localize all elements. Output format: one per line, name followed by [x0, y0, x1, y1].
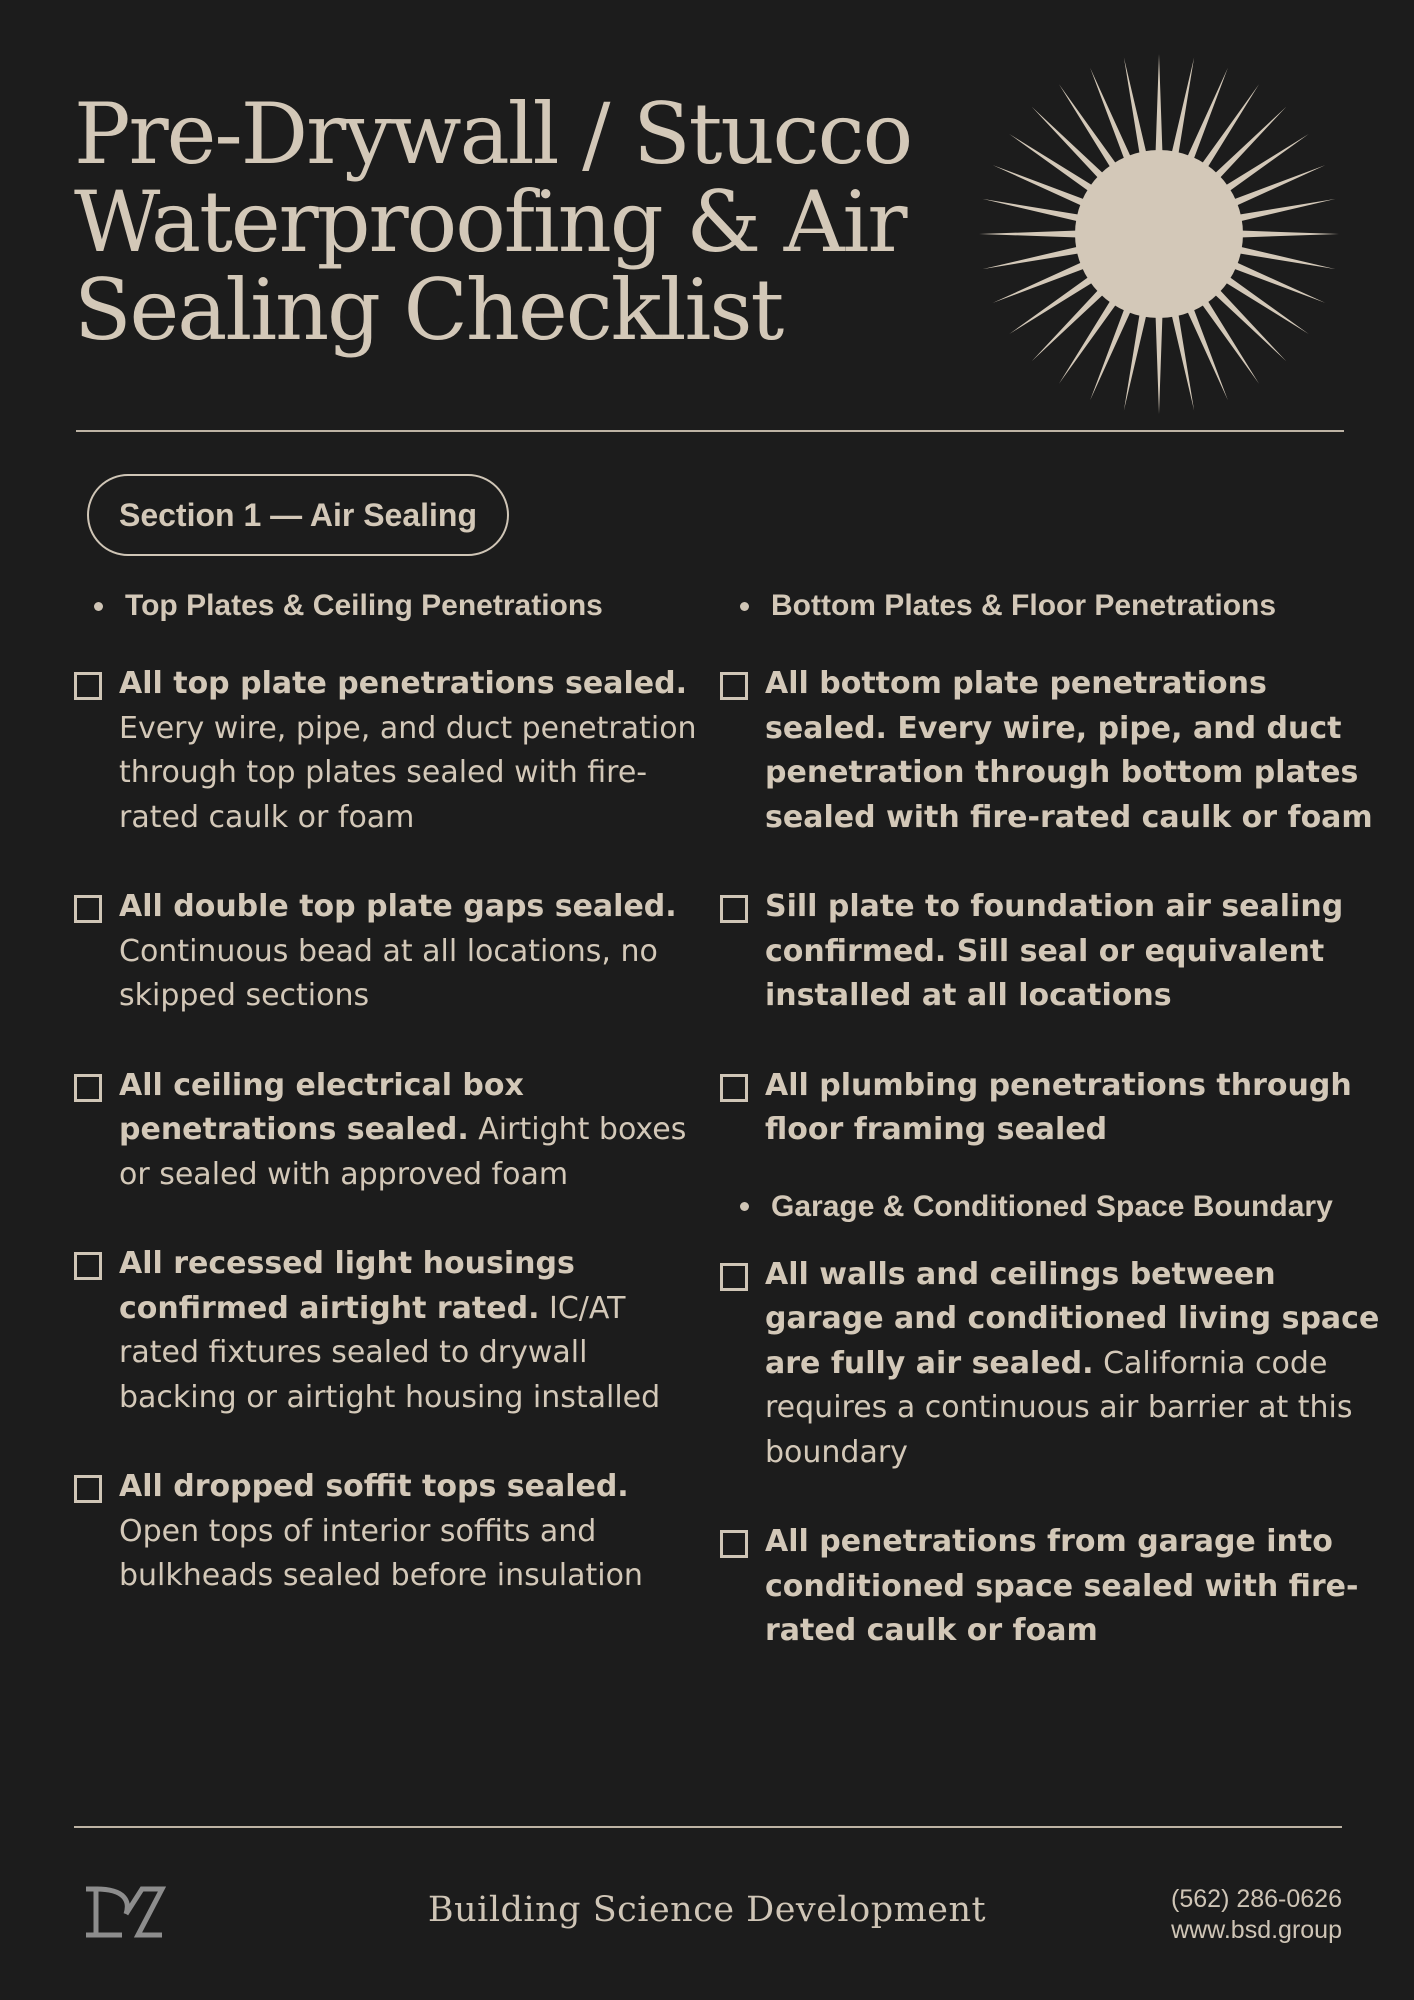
- section-label-text: Section 1 — Air Sealing: [118, 496, 477, 533]
- checkbox-icon[interactable]: [720, 1530, 748, 1558]
- title-line: Pre-Drywall / Stucco: [74, 85, 912, 183]
- checklist-item: [74, 1465, 714, 1599]
- item-title: All plumbing penetrations through floor framing sealed: [765, 1067, 1352, 1147]
- bullet-icon: [94, 602, 103, 611]
- subheading-top-plates: [74, 580, 714, 632]
- subheading-text: Bottom Plates & Floor Penetrations: [771, 589, 1277, 622]
- item-description: Every wire, pipe, and duct penetration through top plates sealed with fire-rated caulk or foam: [119, 710, 697, 835]
- divider-top: [76, 430, 1344, 432]
- subheading-garage-boundary: [720, 1181, 1380, 1233]
- checkbox-icon[interactable]: [720, 1263, 748, 1291]
- bsd-logo-icon: [82, 1884, 166, 1940]
- right-column: [720, 580, 1380, 1654]
- checklist-item: [720, 1253, 1380, 1476]
- subheading-bottom-plates: [720, 580, 1380, 632]
- checkbox-icon[interactable]: [74, 672, 102, 700]
- checklist-item: [720, 1064, 1380, 1153]
- bullet-icon: [740, 1202, 749, 1211]
- title-line: Sealing Checklist: [74, 261, 783, 359]
- page-title: [74, 85, 954, 359]
- item-title: All penetrations from garage into conditioned space sealed with fire-rated caulk or foam: [765, 1524, 1359, 1648]
- checkbox-icon[interactable]: [720, 672, 748, 700]
- item-title: All double top plate gaps sealed.: [119, 889, 677, 924]
- checkbox-icon[interactable]: [720, 895, 748, 923]
- item-title: All dropped soffit tops sealed.: [119, 1469, 629, 1504]
- item-title: All ceiling electrical box penetrations sealed.: [119, 1067, 524, 1147]
- item-title: All walls and ceilings between garage and conditioned living space are fully air sealed.: [765, 1256, 1380, 1381]
- checkbox-icon[interactable]: [74, 1252, 102, 1280]
- checkbox-icon[interactable]: [74, 895, 102, 923]
- checklist-item: [74, 1064, 714, 1198]
- checklist-item: [74, 885, 714, 1019]
- checklist-item: [720, 885, 1380, 1019]
- item-title: All bottom plate penetrations sealed. Every wire, pipe, and duct penetration through bottom plates sealed with fire-rated caulk or foam: [765, 666, 1373, 835]
- item-title: Sill plate to foundation air sealing confirmed. Sill seal or equivalent installed at all locations: [765, 889, 1344, 1013]
- item-description: Continuous bead at all locations, no skipped sections: [119, 933, 658, 1013]
- subheading-text: Top Plates & Ceiling Penetrations: [125, 589, 603, 622]
- divider-bottom: [74, 1826, 1342, 1828]
- section-label: [87, 474, 509, 556]
- phone-number[interactable]: (562) 286-0626: [1171, 1885, 1342, 1913]
- item-description: Airtight boxes or sealed with approved foam: [119, 1112, 687, 1192]
- checkbox-icon[interactable]: [720, 1074, 748, 1102]
- checklist-item: [74, 662, 714, 840]
- item-description: Open tops of interior soffits and bulkheads sealed before insulation: [119, 1513, 643, 1593]
- website-link[interactable]: www.bsd.group: [1171, 1916, 1342, 1944]
- contact-info: [1171, 1884, 1342, 1946]
- left-column: [74, 580, 714, 1599]
- checklist-item: [74, 1242, 714, 1420]
- item-description: IC/AT rated fixtures sealed to drywall backing or airtight housing installed: [119, 1290, 661, 1415]
- brand-name: Building Science Development: [427, 1890, 987, 1930]
- title-line: Waterproofing & Air: [74, 173, 906, 271]
- subheading-text: Garage & Conditioned Space Boundary: [771, 1189, 1333, 1223]
- checklist-item: [720, 662, 1380, 840]
- item-description: California code requires a continuous air barrier at this boundary: [765, 1345, 1353, 1470]
- item-title: All recessed light housings confirmed airtight rated.: [119, 1246, 575, 1326]
- checkbox-icon[interactable]: [74, 1475, 102, 1503]
- bullet-icon: [740, 602, 749, 611]
- item-title: All top plate penetrations sealed.: [119, 666, 687, 701]
- checkbox-icon[interactable]: [74, 1074, 102, 1102]
- sunburst-icon: [972, 52, 1346, 424]
- checklist-item: [720, 1520, 1380, 1654]
